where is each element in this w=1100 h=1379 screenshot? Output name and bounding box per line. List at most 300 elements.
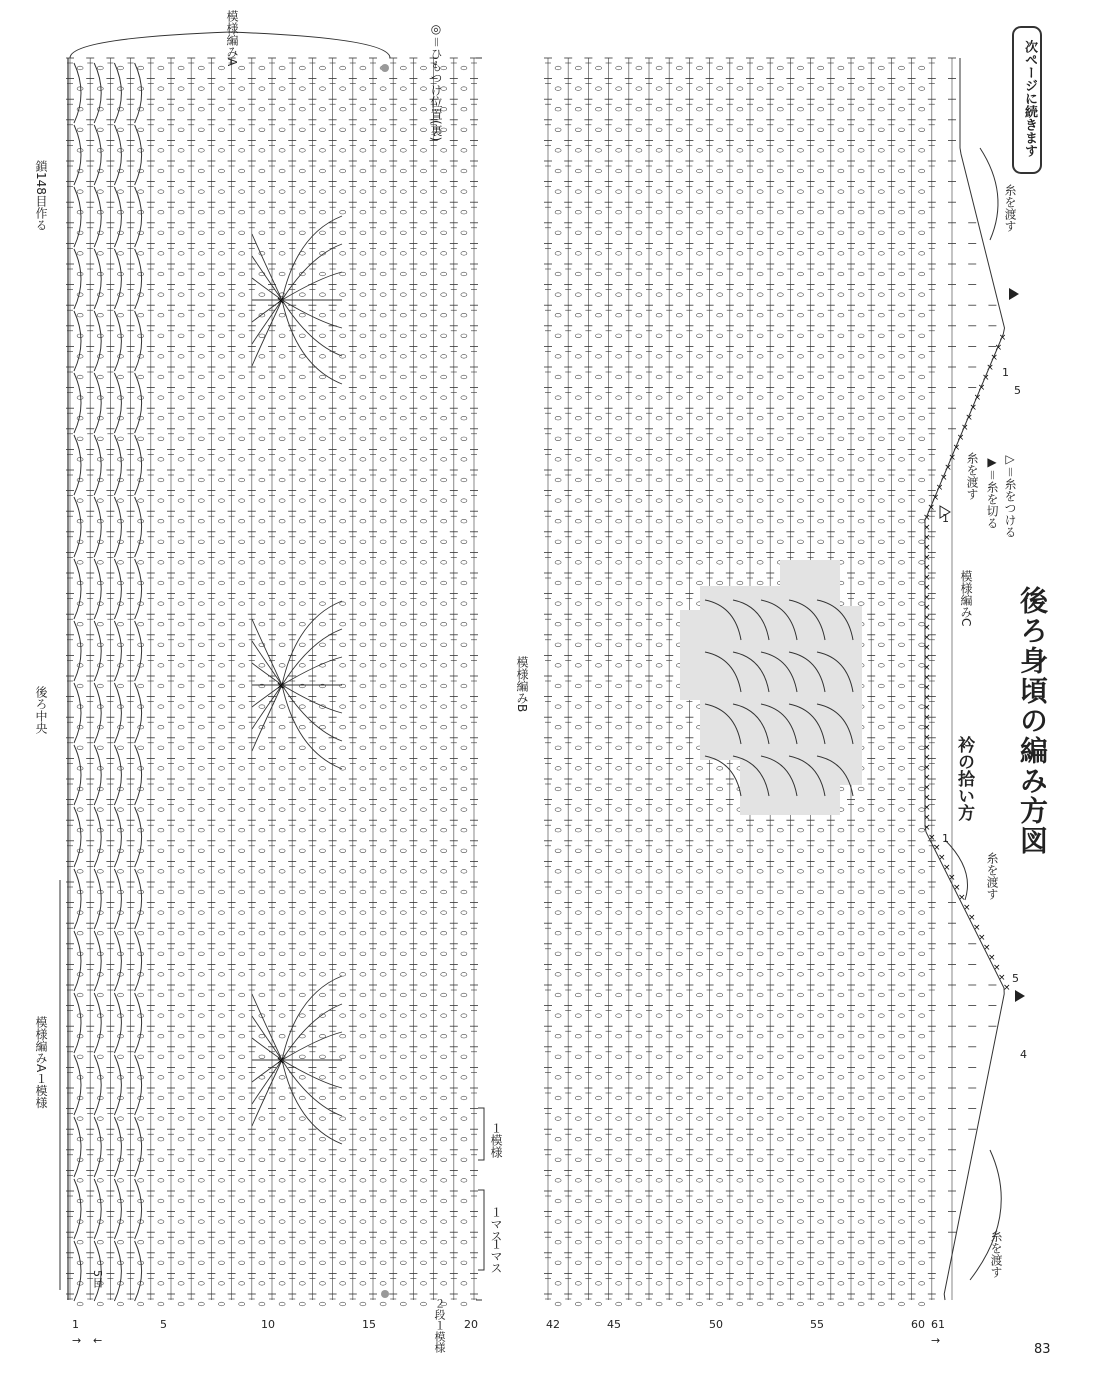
chain-loop bbox=[636, 355, 642, 359]
chain-loop bbox=[239, 1240, 245, 1244]
chain-loop bbox=[118, 128, 124, 132]
chain-loop bbox=[380, 252, 386, 256]
chain-loop bbox=[421, 828, 427, 832]
chain-loop bbox=[340, 334, 346, 338]
chain-loop bbox=[77, 375, 83, 379]
chain-loop bbox=[340, 66, 346, 70]
chain-loop bbox=[575, 890, 581, 894]
chain-loop bbox=[461, 931, 467, 935]
chain-loop bbox=[77, 746, 83, 750]
chain-loop bbox=[178, 1137, 184, 1141]
chain-loop bbox=[380, 1137, 386, 1141]
chain-loop bbox=[178, 458, 184, 462]
chain-loop bbox=[421, 231, 427, 235]
chain-loop bbox=[360, 787, 366, 791]
chain-loop bbox=[441, 664, 447, 668]
chain-loop bbox=[97, 684, 103, 688]
chain-loop bbox=[676, 561, 682, 565]
chain-loop bbox=[279, 602, 285, 606]
chain-loop bbox=[380, 169, 386, 173]
chain-loop bbox=[555, 911, 561, 915]
chain-loop bbox=[239, 375, 245, 379]
chain-loop bbox=[77, 210, 83, 214]
chain-loop bbox=[400, 664, 406, 668]
chain-loop bbox=[259, 622, 265, 626]
chain-loop bbox=[421, 499, 427, 503]
chain-loop bbox=[219, 169, 225, 173]
chain-loop bbox=[299, 293, 305, 297]
chain-loop bbox=[636, 149, 642, 153]
chain-loop bbox=[239, 107, 245, 111]
chain-loop bbox=[299, 1240, 305, 1244]
chain-loop bbox=[138, 1240, 144, 1244]
chain-loop bbox=[360, 1014, 366, 1018]
chain-loop bbox=[97, 416, 103, 420]
chain-loop bbox=[279, 622, 285, 626]
chain-loop bbox=[97, 1302, 103, 1306]
chain-loop bbox=[198, 499, 204, 503]
chain-loop bbox=[259, 808, 265, 812]
chain-loop bbox=[198, 416, 204, 420]
chain-loop bbox=[441, 581, 447, 585]
chain-loop bbox=[219, 1117, 225, 1121]
chain-loop bbox=[400, 622, 406, 626]
chain-loop bbox=[97, 66, 103, 70]
chain-loop bbox=[421, 993, 427, 997]
chain-loop bbox=[178, 1179, 184, 1183]
chain-loop bbox=[596, 622, 602, 626]
chain-loop bbox=[340, 1055, 346, 1059]
chain-loop bbox=[461, 1137, 467, 1141]
chain-loop bbox=[259, 664, 265, 668]
chain-loop bbox=[259, 1220, 265, 1224]
chain-loop bbox=[421, 581, 427, 585]
chain-loop bbox=[198, 849, 204, 853]
chain-loop bbox=[178, 890, 184, 894]
chain-loop bbox=[421, 870, 427, 874]
chain-loop bbox=[320, 1034, 326, 1038]
chain-loop bbox=[320, 66, 326, 70]
chain-loop bbox=[178, 231, 184, 235]
chain-loop bbox=[555, 355, 561, 359]
chain-loop bbox=[219, 1302, 225, 1306]
chain-loop bbox=[198, 870, 204, 874]
chain-loop bbox=[461, 478, 467, 482]
chain-loop bbox=[380, 1179, 386, 1183]
chain-loop bbox=[279, 705, 285, 709]
chain-loop bbox=[441, 561, 447, 565]
chain-loop bbox=[279, 890, 285, 894]
chain-loop bbox=[380, 416, 386, 420]
chain-loop bbox=[77, 684, 83, 688]
chain-loop bbox=[421, 334, 427, 338]
chain-loop bbox=[656, 1014, 662, 1018]
chain-loop bbox=[340, 1302, 346, 1306]
chain-loop bbox=[340, 293, 346, 297]
chain-loop bbox=[340, 499, 346, 503]
chain-loop bbox=[400, 1034, 406, 1038]
chain-loop bbox=[97, 334, 103, 338]
chain-loop bbox=[656, 66, 662, 70]
chain-loop bbox=[158, 396, 164, 400]
chain-loop bbox=[360, 581, 366, 585]
chain-loop bbox=[239, 870, 245, 874]
chain-loop bbox=[555, 705, 561, 709]
chain-loop bbox=[320, 231, 326, 235]
chain-loop bbox=[219, 293, 225, 297]
chain-loop bbox=[441, 849, 447, 853]
chain-loop bbox=[198, 293, 204, 297]
chain-loop bbox=[400, 272, 406, 276]
chain-loop bbox=[97, 107, 103, 111]
chain-loop bbox=[360, 416, 366, 420]
chain-loop bbox=[340, 622, 346, 626]
chain-loop bbox=[299, 478, 305, 482]
chain-loop bbox=[340, 911, 346, 915]
chain-loop bbox=[299, 190, 305, 194]
chain-loop bbox=[421, 1220, 427, 1224]
chain-loop bbox=[178, 931, 184, 935]
chain-loop bbox=[575, 581, 581, 585]
chain-loop bbox=[259, 169, 265, 173]
chain-loop bbox=[158, 540, 164, 544]
chain-loop bbox=[421, 931, 427, 935]
chain-loop bbox=[636, 581, 642, 585]
chain-loop bbox=[77, 808, 83, 812]
chain-loop bbox=[400, 499, 406, 503]
chain-loop bbox=[400, 66, 406, 70]
chain-loop bbox=[421, 767, 427, 771]
chain-loop bbox=[158, 231, 164, 235]
chain-loop bbox=[461, 1199, 467, 1203]
chain-loop bbox=[178, 1076, 184, 1080]
chain-loop bbox=[239, 128, 245, 132]
chain-loop bbox=[97, 519, 103, 523]
chain-loop bbox=[400, 993, 406, 997]
chain-loop bbox=[400, 458, 406, 462]
chain-loop bbox=[158, 931, 164, 935]
chain-loop bbox=[441, 1076, 447, 1080]
chain-loop bbox=[198, 725, 204, 729]
chain-loop bbox=[441, 1240, 447, 1244]
chain-loop bbox=[299, 499, 305, 503]
chain-loop bbox=[239, 334, 245, 338]
chain-loop bbox=[441, 890, 447, 894]
chain-loop bbox=[239, 231, 245, 235]
chain-loop bbox=[158, 561, 164, 565]
chain-loop bbox=[320, 870, 326, 874]
chain-loop bbox=[575, 396, 581, 400]
chain-loop bbox=[77, 169, 83, 173]
chain-loop bbox=[461, 128, 467, 132]
chain-loop bbox=[279, 416, 285, 420]
chain-loop bbox=[219, 375, 225, 379]
chain-loop bbox=[636, 746, 642, 750]
chain-loop bbox=[299, 519, 305, 523]
chain-loop bbox=[636, 952, 642, 956]
chain-loop bbox=[555, 293, 561, 297]
chain-loop bbox=[219, 808, 225, 812]
chain-loop bbox=[259, 355, 265, 359]
chain-loop bbox=[219, 746, 225, 750]
chain-loop bbox=[259, 478, 265, 482]
chain-loop bbox=[158, 128, 164, 132]
chain-loop bbox=[575, 622, 581, 626]
chain-loop bbox=[259, 231, 265, 235]
chain-loop bbox=[158, 1076, 164, 1080]
chain-loop bbox=[636, 1014, 642, 1018]
chain-loop bbox=[158, 870, 164, 874]
chain-loop bbox=[575, 128, 581, 132]
chain-loop bbox=[380, 334, 386, 338]
chain-loop bbox=[360, 1137, 366, 1141]
chain-loop bbox=[441, 210, 447, 214]
chain-loop bbox=[616, 313, 622, 317]
chain-loop bbox=[400, 890, 406, 894]
chain-loop bbox=[259, 437, 265, 441]
chain-loop bbox=[656, 643, 662, 647]
chain-loop bbox=[279, 643, 285, 647]
chain-loop bbox=[360, 705, 366, 709]
chain-loop bbox=[259, 1117, 265, 1121]
chain-loop bbox=[421, 602, 427, 606]
chain-loop bbox=[596, 540, 602, 544]
chain-loop bbox=[340, 1034, 346, 1038]
chain-loop bbox=[219, 1261, 225, 1265]
chain-loop bbox=[596, 684, 602, 688]
chain-loop bbox=[380, 499, 386, 503]
chain-loop bbox=[380, 993, 386, 997]
chain-loop bbox=[360, 437, 366, 441]
chain-loop bbox=[178, 808, 184, 812]
chain-loop bbox=[555, 416, 561, 420]
chain-loop bbox=[178, 828, 184, 832]
chain-loop bbox=[239, 993, 245, 997]
chain-loop bbox=[636, 643, 642, 647]
chain-loop bbox=[77, 355, 83, 359]
chain-loop bbox=[239, 355, 245, 359]
chain-loop bbox=[340, 1158, 346, 1162]
chain-loop bbox=[340, 210, 346, 214]
chain-loop bbox=[138, 107, 144, 111]
chain-loop bbox=[461, 602, 467, 606]
chain-loop bbox=[158, 1261, 164, 1265]
chain-loop bbox=[340, 664, 346, 668]
chain-loop bbox=[616, 1220, 622, 1224]
chain-loop bbox=[636, 622, 642, 626]
chain-loop bbox=[198, 478, 204, 482]
chain-loop bbox=[616, 973, 622, 977]
chain-loop bbox=[380, 128, 386, 132]
chain-loop bbox=[118, 622, 124, 626]
chain-loop bbox=[360, 478, 366, 482]
chain-loop bbox=[616, 602, 622, 606]
chain-loop bbox=[158, 519, 164, 523]
chain-loop bbox=[198, 561, 204, 565]
chain-loop bbox=[616, 355, 622, 359]
chain-loop bbox=[239, 1158, 245, 1162]
chain-loop bbox=[636, 272, 642, 276]
chain-loop bbox=[279, 334, 285, 338]
chain-loop bbox=[441, 746, 447, 750]
chain-loop bbox=[340, 458, 346, 462]
chain-loop bbox=[138, 149, 144, 153]
chain-loop bbox=[461, 870, 467, 874]
chain-loop bbox=[596, 767, 602, 771]
chain-loop bbox=[158, 1014, 164, 1018]
chain-loop bbox=[636, 540, 642, 544]
chain-loop bbox=[676, 272, 682, 276]
chain-loop bbox=[575, 1302, 581, 1306]
chain-loop bbox=[299, 1199, 305, 1203]
chain-loop bbox=[279, 1096, 285, 1100]
chain-loop bbox=[158, 1117, 164, 1121]
chain-loop bbox=[555, 787, 561, 791]
chain-loop bbox=[461, 1055, 467, 1059]
chain-loop bbox=[421, 437, 427, 441]
chain-loop bbox=[400, 1055, 406, 1059]
chain-loop bbox=[340, 1117, 346, 1121]
chain-loop bbox=[616, 1117, 622, 1121]
chain-loop bbox=[77, 478, 83, 482]
chain-loop bbox=[575, 1014, 581, 1018]
chain-loop bbox=[676, 210, 682, 214]
chain-loop bbox=[596, 87, 602, 91]
chain-loop bbox=[239, 458, 245, 462]
chain-loop bbox=[259, 190, 265, 194]
chain-loop bbox=[299, 973, 305, 977]
chain-loop bbox=[360, 293, 366, 297]
chain-loop bbox=[279, 1158, 285, 1162]
chain-loop bbox=[421, 1179, 427, 1183]
chain-loop bbox=[259, 375, 265, 379]
chain-loop bbox=[380, 705, 386, 709]
chain-loop bbox=[461, 519, 467, 523]
chain-loop bbox=[97, 313, 103, 317]
chain-loop bbox=[380, 602, 386, 606]
chain-loop bbox=[400, 210, 406, 214]
chain-loop bbox=[158, 581, 164, 585]
chain-loop bbox=[97, 355, 103, 359]
chain-loop bbox=[616, 911, 622, 915]
chain-loop bbox=[340, 602, 346, 606]
chain-loop bbox=[158, 293, 164, 297]
chain-loop bbox=[676, 252, 682, 256]
chain-loop bbox=[380, 787, 386, 791]
chain-loop bbox=[259, 107, 265, 111]
chain-loop bbox=[360, 684, 366, 688]
chain-loop bbox=[178, 581, 184, 585]
chain-loop bbox=[400, 725, 406, 729]
chain-loop bbox=[656, 334, 662, 338]
chain-loop bbox=[239, 890, 245, 894]
chain-loop bbox=[158, 746, 164, 750]
chain-loop bbox=[259, 1199, 265, 1203]
chain-loop bbox=[555, 561, 561, 565]
chain-loop bbox=[77, 1179, 83, 1183]
chain-loop bbox=[219, 1282, 225, 1286]
chain-loop bbox=[575, 952, 581, 956]
chain-loop bbox=[555, 1076, 561, 1080]
chain-loop bbox=[616, 519, 622, 523]
chain-loop bbox=[555, 1117, 561, 1121]
chain-loop bbox=[138, 931, 144, 935]
chain-loop bbox=[575, 416, 581, 420]
chain-loop bbox=[555, 664, 561, 668]
chain-loop bbox=[340, 87, 346, 91]
chain-loop bbox=[656, 581, 662, 585]
chain-loop bbox=[118, 190, 124, 194]
chain-loop bbox=[158, 1220, 164, 1224]
chain-loop bbox=[239, 499, 245, 503]
chain-loop bbox=[340, 519, 346, 523]
chain-loop bbox=[461, 1179, 467, 1183]
chain-loop bbox=[340, 169, 346, 173]
chain-loop bbox=[636, 1034, 642, 1038]
chain-loop bbox=[178, 1302, 184, 1306]
chain-loop bbox=[421, 664, 427, 668]
chain-loop bbox=[360, 313, 366, 317]
chain-loop bbox=[219, 684, 225, 688]
chain-loop bbox=[360, 870, 366, 874]
chain-loop bbox=[178, 684, 184, 688]
chain-loop bbox=[575, 1034, 581, 1038]
chain-loop bbox=[178, 499, 184, 503]
chain-loop bbox=[575, 1117, 581, 1121]
chain-loop bbox=[239, 190, 245, 194]
chain-loop bbox=[360, 252, 366, 256]
chain-loop bbox=[555, 643, 561, 647]
chain-loop bbox=[320, 828, 326, 832]
chain-loop bbox=[97, 87, 103, 91]
chain-loop bbox=[198, 1282, 204, 1286]
chain-loop bbox=[138, 870, 144, 874]
chain-loop bbox=[219, 540, 225, 544]
chain-loop bbox=[259, 416, 265, 420]
chain-loop bbox=[400, 334, 406, 338]
chain-loop bbox=[380, 890, 386, 894]
chain-loop bbox=[299, 1117, 305, 1121]
chain-loop bbox=[158, 1055, 164, 1059]
chain-loop bbox=[555, 231, 561, 235]
chain-loop bbox=[555, 499, 561, 503]
chain-loop bbox=[118, 540, 124, 544]
chain-loop bbox=[158, 1240, 164, 1244]
chain-loop bbox=[340, 1261, 346, 1265]
chain-loop bbox=[596, 1096, 602, 1100]
chain-loop bbox=[400, 1117, 406, 1121]
chain-loop bbox=[616, 149, 622, 153]
chain-loop bbox=[178, 66, 184, 70]
chain-loop bbox=[340, 849, 346, 853]
chain-loop bbox=[636, 87, 642, 91]
chain-loop bbox=[259, 890, 265, 894]
chain-loop bbox=[461, 66, 467, 70]
chain-loop bbox=[198, 313, 204, 317]
chain-loop bbox=[421, 1055, 427, 1059]
chain-loop bbox=[636, 519, 642, 523]
chain-loop bbox=[178, 952, 184, 956]
chain-loop bbox=[596, 231, 602, 235]
chain-loop bbox=[616, 581, 622, 585]
chain-loop bbox=[656, 1282, 662, 1286]
chain-loop bbox=[158, 499, 164, 503]
chain-loop bbox=[555, 334, 561, 338]
chain-loop bbox=[138, 808, 144, 812]
chain-loop bbox=[77, 499, 83, 503]
chain-loop bbox=[219, 334, 225, 338]
chain-loop bbox=[138, 396, 144, 400]
